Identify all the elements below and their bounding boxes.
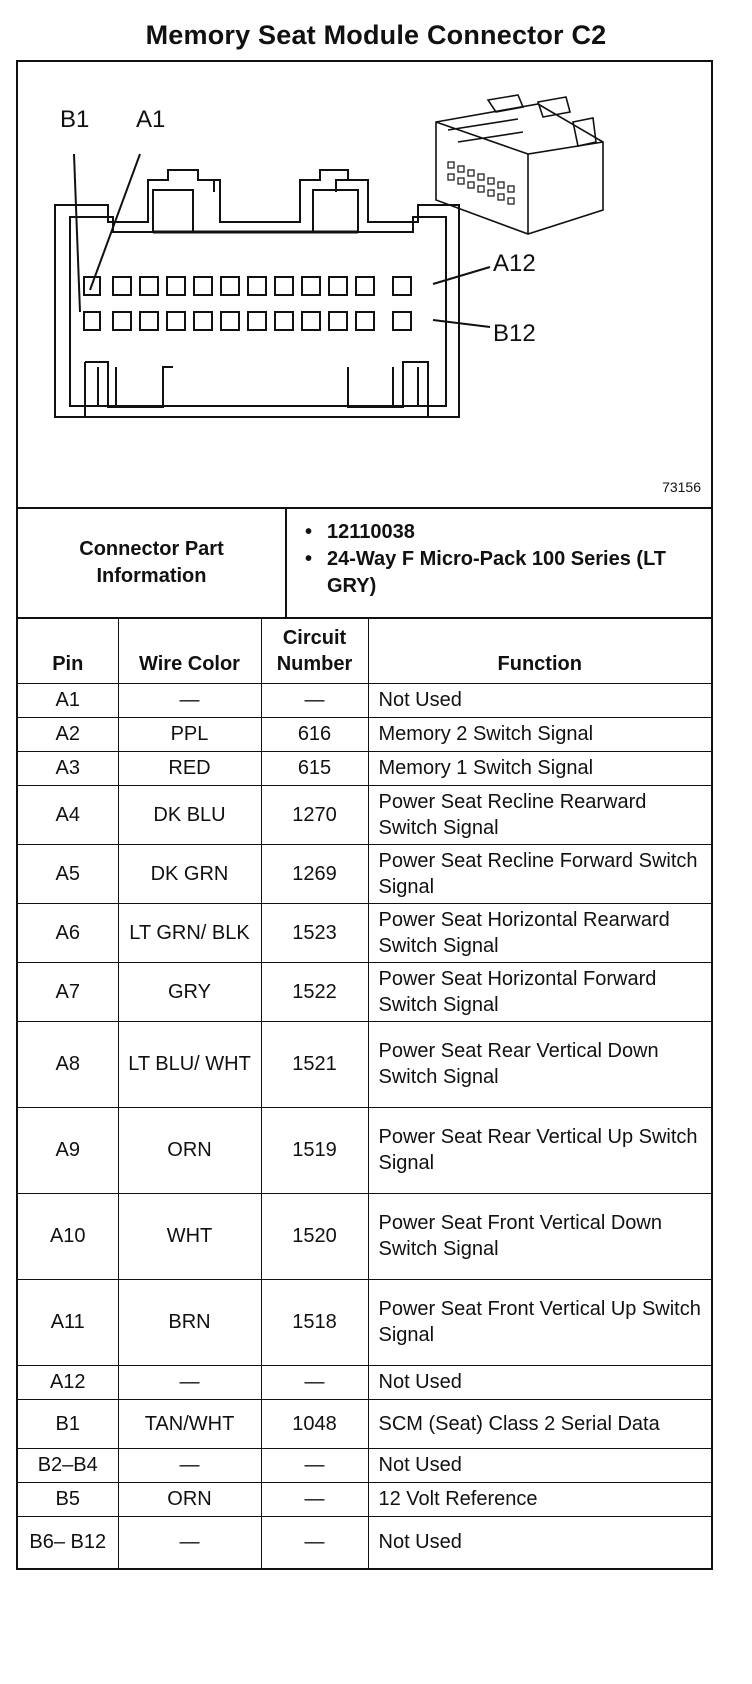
circuit-number-cell: — xyxy=(261,1482,368,1516)
pin-cell: A7 xyxy=(18,962,118,1021)
part-info-item: • 24-Way F Micro-Pack 100 Series (LT GRY) xyxy=(305,546,711,600)
figure-id: 73156 xyxy=(662,479,701,495)
table-row xyxy=(18,962,711,1021)
circuit-number-cell: — xyxy=(261,1365,368,1399)
header-function: Function xyxy=(368,619,711,683)
pin-cell: A6 xyxy=(18,903,118,962)
table-row xyxy=(18,1365,711,1399)
circuit-number-cell: — xyxy=(261,683,368,717)
function-cell: 12 Volt Reference xyxy=(368,1482,711,1516)
table-header-row xyxy=(18,619,711,683)
circuit-number-cell: 1048 xyxy=(261,1399,368,1448)
pin-cell: A11 xyxy=(18,1279,118,1365)
function-cell: Not Used xyxy=(368,683,711,717)
function-cell: Power Seat Recline Rearward Switch Signal xyxy=(368,785,711,844)
pin-cell: A4 xyxy=(18,785,118,844)
circuit-number-cell: 1518 xyxy=(261,1279,368,1365)
pin-cell: B5 xyxy=(18,1482,118,1516)
function-cell: Power Seat Recline Forward Switch Signal xyxy=(368,844,711,903)
table-row xyxy=(18,683,711,717)
part-info-list xyxy=(287,509,711,617)
wire-color-cell: TAN/WHT xyxy=(118,1399,261,1448)
wire-color-cell: BRN xyxy=(118,1279,261,1365)
function-cell: Not Used xyxy=(368,1516,711,1568)
wire-color-cell: — xyxy=(118,1516,261,1568)
pin-cell: A1 xyxy=(18,683,118,717)
part-info-item: • 12110038 xyxy=(305,519,711,546)
pin-cell: B1 xyxy=(18,1399,118,1448)
wire-color-cell: GRY xyxy=(118,962,261,1021)
function-cell: Power Seat Front Vertical Up Switch Signal xyxy=(368,1279,711,1365)
function-cell: Power Seat Rear Vertical Down Switch Signal xyxy=(368,1021,711,1107)
wire-color-cell: RED xyxy=(118,751,261,785)
page-title: Memory Seat Module Connector C2 xyxy=(145,20,607,50)
function-cell: Not Used xyxy=(368,1448,711,1482)
pin-cell: A2 xyxy=(18,717,118,751)
circuit-number-cell: 1520 xyxy=(261,1193,368,1279)
connector-face-drawing xyxy=(18,62,711,507)
function-cell: Memory 2 Switch Signal xyxy=(368,717,711,751)
wire-color-cell: DK BLU xyxy=(118,785,261,844)
header-pin: Pin xyxy=(18,619,118,683)
pin-cell: B6– B12 xyxy=(18,1516,118,1568)
wire-color-cell: DK GRN xyxy=(118,844,261,903)
table-row xyxy=(18,903,711,962)
circuit-number-cell: 1269 xyxy=(261,844,368,903)
function-cell: Not Used xyxy=(368,1365,711,1399)
table-row xyxy=(18,785,711,844)
table-row xyxy=(18,1448,711,1482)
pinout-rows xyxy=(18,683,711,1568)
table-row xyxy=(18,1399,711,1448)
table-row xyxy=(18,1516,711,1568)
pin-cell: A12 xyxy=(18,1365,118,1399)
pin-cell: B2–B4 xyxy=(18,1448,118,1482)
pinout-table xyxy=(18,619,711,1568)
table-row xyxy=(18,1279,711,1365)
table-row xyxy=(18,844,711,903)
circuit-number-cell: 1270 xyxy=(261,785,368,844)
table-row xyxy=(18,1482,711,1516)
connector-sheet xyxy=(16,60,713,1570)
connector-part-information xyxy=(18,509,711,619)
wire-color-cell: — xyxy=(118,683,261,717)
wire-color-cell: ORN xyxy=(118,1107,261,1193)
label-a12: A12 xyxy=(493,250,536,277)
circuit-number-cell: 1519 xyxy=(261,1107,368,1193)
header-circuit-number: Circuit Number xyxy=(261,619,368,683)
bullet-icon: • xyxy=(305,521,313,543)
circuit-number-cell: 615 xyxy=(261,751,368,785)
wire-color-cell: PPL xyxy=(118,717,261,751)
circuit-number-cell: 616 xyxy=(261,717,368,751)
table-row xyxy=(18,751,711,785)
function-cell: Power Seat Rear Vertical Up Switch Signal xyxy=(368,1107,711,1193)
pin-cell: A9 xyxy=(18,1107,118,1193)
table-row xyxy=(18,1021,711,1107)
pin-cell: A5 xyxy=(18,844,118,903)
wire-color-cell: — xyxy=(118,1365,261,1399)
table-row xyxy=(18,717,711,751)
circuit-number-cell: — xyxy=(261,1516,368,1568)
header-wire-color: Wire Color xyxy=(118,619,261,683)
pin-cell: A3 xyxy=(18,751,118,785)
wire-color-cell: ORN xyxy=(118,1482,261,1516)
table-row xyxy=(18,1193,711,1279)
function-cell: Power Seat Front Vertical Down Switch Signal xyxy=(368,1193,711,1279)
circuit-number-cell: 1522 xyxy=(261,962,368,1021)
circuit-number-cell: — xyxy=(261,1448,368,1482)
connector-figure xyxy=(18,62,711,509)
label-b12: B12 xyxy=(493,320,536,347)
function-cell: Power Seat Horizontal Forward Switch Signal xyxy=(368,962,711,1021)
wire-color-cell: LT GRN/ BLK xyxy=(118,903,261,962)
pin-cell: A10 xyxy=(18,1193,118,1279)
label-b1: B1 xyxy=(60,106,90,133)
circuit-number-cell: 1521 xyxy=(261,1021,368,1107)
part-info-label: Connector Part Information xyxy=(18,509,287,617)
function-cell: Memory 1 Switch Signal xyxy=(368,751,711,785)
function-cell: SCM (Seat) Class 2 Serial Data xyxy=(368,1399,711,1448)
pin-cell: A8 xyxy=(18,1021,118,1107)
function-cell: Power Seat Horizontal Rearward Switch Signal xyxy=(368,903,711,962)
label-a1: A1 xyxy=(136,106,166,133)
connector-isometric-icon xyxy=(436,95,603,234)
bullet-icon: • xyxy=(305,548,313,570)
wire-color-cell: — xyxy=(118,1448,261,1482)
circuit-number-cell: 1523 xyxy=(261,903,368,962)
wire-color-cell: WHT xyxy=(118,1193,261,1279)
wire-color-cell: LT BLU/ WHT xyxy=(118,1021,261,1107)
table-row xyxy=(18,1107,711,1193)
